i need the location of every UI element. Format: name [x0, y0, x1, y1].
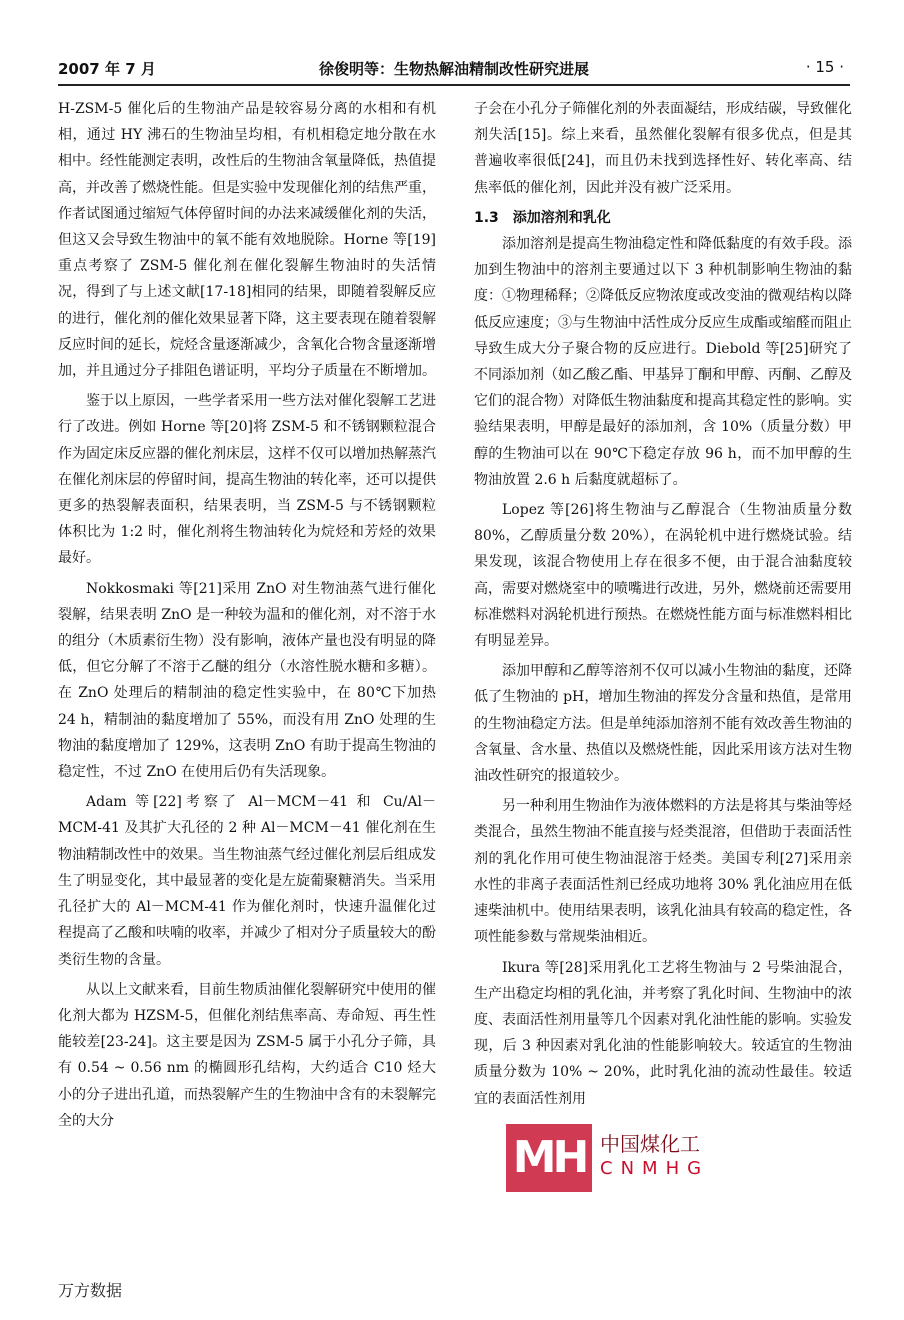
issue-date: 2007 年 7 月	[58, 60, 156, 78]
watermark-en-text: CNMHG	[600, 1158, 710, 1179]
watermark-stamp	[506, 1124, 862, 1192]
paragraph: 添加甲醇和乙醇等溶剂不仅可以减小生物油的黏度，还降低了生物油的 pH，增加生物油的挥发分含量和热值，是常用的生物油稳定方法。但是单纯添加溶剂不能有效改善生物油的含氧量、含水量、热值以及燃烧性能，因此采用该方法对生物油改性研究的报道较少。	[474, 663, 852, 785]
paragraph: H-ZSM-5 催化后的生物油产品是较容易分离的水相和有机相，通过 HY 沸石的生物油呈均相，有机相稳定地分散在水相中。经性能测定表明，改性后的生物油含氧量降低，热值提高，并改善了燃烧性能。但是实验中发现催化剂的结焦严重，作者试图通过缩短气体停留时间的办法来减缓催化剂的失活，但这又会导致生物油中的氧不能有效地脱除。Horne 等[19]重点考察了 ZSM-5 催化剂在催化裂解生物油时的失活情况，得到了与上述文献[17-18]相同的结果，即随着裂解反应的进行，催化剂的催化效果显著下降，这主要表现在随着裂解反应时间的延长，烷烃含量逐渐减少，含氧化合物含量逐渐增加，并且通过分子排阻色谱证明，平均分子质量在不断增加。	[58, 101, 436, 380]
paragraph: 从以上文献来看，目前生物质油催化裂解研究中使用的催化剂大都为 HZSM-5，但催化剂结焦率高、寿命短、再生性能较差[23-24]。这主要是因为 ZSM-5 属于小孔分子筛，具有 0.54 ~ 0.56 nm 的椭圆形孔结构，大约适合 C10 烃大小的分子进出孔道，而热裂解产生的生物油中含有的未裂解完全的大分	[58, 981, 436, 1129]
watermark-cn-text: 中国煤化工	[600, 1128, 700, 1157]
running-title: 徐俊明等：生物热解油精制改性研究进展	[318, 60, 589, 78]
paragraph: 另一种利用生物油作为液体燃料的方法是将其与柴油等烃类混合，虽然生物油不能直接与烃类混溶，但借助于表面活性剂的乳化作用可使生物油混溶于烃类。美国专利[27]采用亲水性的非离子表面活性剂已经成功地将 30% 乳化油应用在低速柴油机中。使用结果表明，该乳化油具有较高的稳定性，各项性能参数与常规柴油相近。	[474, 798, 852, 946]
left-column	[58, 96, 436, 1138]
watermark-logo-icon: MH	[506, 1124, 592, 1192]
footer-source: 万方数据	[58, 1281, 123, 1300]
paragraph: 添加溶剂是提高生物油稳定性和降低黏度的有效手段。添加到生物油中的溶剂主要通过以下 3 种机制影响生物油的黏度：①物理稀释；②降低反应物浓度或改变油的微观结构以降低反应速度；③与生物油中活性成分反应生成酯或缩醛而阻止导致生成大分子聚合物的反应进行。Diebold 等[25]研究了不同添加剂（如乙酸乙酯、甲基异丁酮和甲醇、丙酮、乙醇及它们的混合物）对降低生物油黏度和提高其稳定性的影响。实验结果表明，甲醇是最好的添加剂，含 10%（质量分数）甲醇的生物油可以在 90℃下稳定存放 96 h，而不加甲醇的生物油放置 2.6 h 后黏度就超标了。	[474, 236, 852, 488]
paragraph: 鉴于以上原因，一些学者采用一些方法对催化裂解工艺进行了改进。例如 Horne 等[20]将 ZSM-5 和不锈钢颗粒混合作为固定床反应器的催化剂床层，这样不仅可以增加热解蒸汽在催化剂床层的停留时间，提高生物油的转化率，还可以提供更多的热裂解表面积，结果表明，当 ZSM-5 与不锈钢颗粒体积比为 1:2 时，催化剂将生物油转化为烷烃和芳烃的效果最好。	[58, 393, 436, 567]
page-number: · 15 ·	[805, 58, 844, 76]
paragraph: Nokkosmaki 等[21]采用 ZnO 对生物油蒸气进行催化裂解，结果表明 ZnO 是一种较为温和的催化剂，对不溶于水的组分（木质素衍生物）没有影响，液体产量也没有明显的降低，但它分解了不溶于乙醚的组分（水溶性脱水糖和多糖）。在 ZnO 处理后的精制油的稳定性实验中，在 80℃下加热 24 h，精制油的黏度增加了 55%，而没有用 ZnO 处理的生物油的黏度增加了 129%，这表明 ZnO 有助于提高生物油的稳定性，不过 ZnO 在使用后仍有失活现象。	[58, 580, 436, 781]
paragraph: Ikura 等[28]采用乳化工艺将生物油与 2 号柴油混合，生产出稳定均相的乳化油，并考察了乳化时间、生物油中的浓度、表面活性剂用量等几个因素对乳化油性能的影响。实验发现，后 3 种因素对乳化油的性能影响较大。较适宜的生物油质量分数为 10% ~ 20%，此时乳化油的流动性最佳。较适宜的表面活性剂用	[474, 959, 852, 1107]
section-heading: 1.3 添加溶剂和乳化	[474, 209, 611, 226]
paragraph: Adam 等[22]考察了 Al－MCM－41 和 Cu/Al－MCM-41 及其扩大孔径的 2 种 Al－MCM－41 催化剂在生物油精制改性中的效果。当生物油蒸气经过催化剂层后组成发生了明显变化，其中最显著的变化是左旋葡聚糖消失。当采用孔径扩大的 Al－MCM-41 作为催化剂时，快速升温催化过程提高了乙酸和呋喃的收率，并减少了相对分子质量较大的酚类衍生物的含量。	[58, 794, 436, 968]
paragraph: 子会在小孔分子筛催化剂的外表面凝结，形成结碳，导致催化剂失活[15]。综上来看，虽然催化裂解有很多优点，但是其普遍收率很低[24]，而且仍未找到选择性好、转化率高、结焦率低的催化剂，因此并没有被广泛采用。	[474, 101, 852, 196]
right-column	[474, 96, 852, 1116]
page-header	[58, 54, 850, 86]
paragraph: Lopez 等[26]将生物油与乙醇混合（生物油质量分数 80%，乙醇质量分数 20%），在涡轮机中进行燃烧试验。结果发现，该混合物使用上存在很多不便，由于混合油黏度较高，需要对燃烧室中的喷嘴进行改进，另外，燃烧前还需要用标准燃料对涡轮机进行预热。在燃烧性能方面与标准燃料相比有明显差异。	[474, 502, 852, 650]
